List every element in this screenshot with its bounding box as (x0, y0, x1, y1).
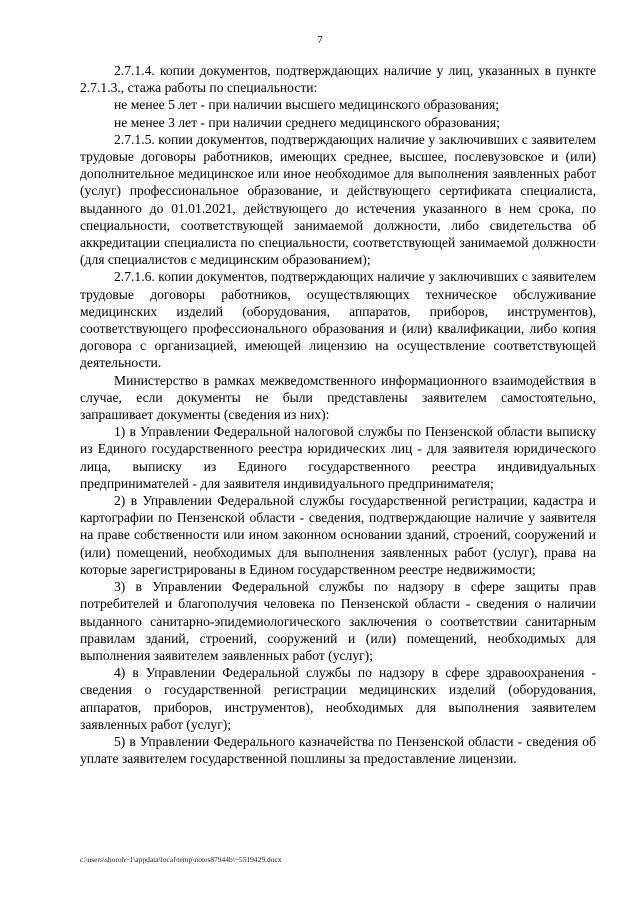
paragraph-experience-higher: не менее 5 лет - при наличии высшего медицинского образования; (114, 97, 500, 113)
paragraph-ministry-request: Министерство в рамках межведомственного информационного взаимодействия в случае, если документы не были представлены заявителем самостоятельно, запрашивает документы (сведения из них): (80, 372, 596, 423)
paragraph-2-7-1-6: 2.7.1.6. копии документов, подтверждающих наличие у заключивших с заявителем трудовые договоры работников, осуществляющих техническое обслуживание медицинских изделий (оборудования, аппаратов, приборов, инструментов), соответствующего профессионального образования и (или) квалификации, либо копия договора с организацией, имеющей лицензию на осуществление соответствующей деятельности. (80, 269, 596, 371)
footer-file-path: c:\users\shoroh~1\appdata\local\temp\notes87944b\~5519429.docx (80, 855, 282, 864)
paragraph-experience-secondary: не менее 3 лет - при наличии среднего медицинского образования; (114, 114, 500, 130)
document-body (80, 62, 596, 767)
paragraph-tax-service: 1) в Управлении Федеральной налоговой службы по Пензенской области выписку из Единого государственного реестра юридических лиц - для заявителя юридического лица, выписку из Единого государственного реестра индивидуальных предпринимателей - для заявителя индивидуального предпринимателя; (80, 424, 596, 491)
paragraph-registration-service: 2) в Управлении Федеральной службы государственной регистрации, кадастра и картографии по Пензенской области - сведения, подтверждающие наличие у заявителя на праве собственности или ином законном основании зданий, строений, сооружений и (или) помещений, необходимых для выполнения заявленных работ (услуг), права на которые зарегистрированы в Едином государственном реестре недвижимости; (80, 493, 596, 577)
paragraph-2-7-1-4: 2.7.1.4. копии документов, подтверждающих наличие у лиц, указанных в пункте 2.7.1.3., стажа работы по специальности: (80, 63, 596, 96)
paragraph-consumer-protection: 3) в Управлении Федеральной службы по надзору в сфере защиты прав потребителей и благополучия человека по Пензенской области - сведения о наличии выданного санитарно-эпидемиологического заключения о соответствии санитарным правилам зданий, строений, сооружений и (или) помещений, необходимых для выполнения заявителем заявленных работ (услуг); (80, 579, 596, 663)
paragraph-treasury: 5) в Управлении Федерального казначейства по Пензенской области - сведения об уплате заявителем государственной пошлины за предоставление лицензии. (80, 733, 596, 767)
paragraph-healthcare-supervision: 4) в Управлении Федеральной службы по надзору в сфере здравоохранения - сведения о государственной регистрации медицинских изделий (оборудования, аппаратов, приборов, инструментов), необходимых для выполнения заявителем заявленных работ (услуг); (80, 665, 596, 732)
paragraph-2-7-1-5: 2.7.1.5. копии документов, подтверждающих наличие у заключивших с заявителем трудовые договоры работников, имеющих среднее, высшее, послевузовское и (или) дополнительное медицинское или иное необходимое для выполнения заявленных работ (услуг) профессиональное образование, и действующего сертификата специалиста, выданного до 01.01.2021, действующего до истечения указанного в нем срока, по специальности, соответствующей занимаемой должности, либо свидетельства об аккредитации специалиста по специальности, соответствующей занимаемой должности (для специалистов с медицинским образованием); (80, 131, 596, 268)
page-number: 7 (317, 34, 323, 46)
